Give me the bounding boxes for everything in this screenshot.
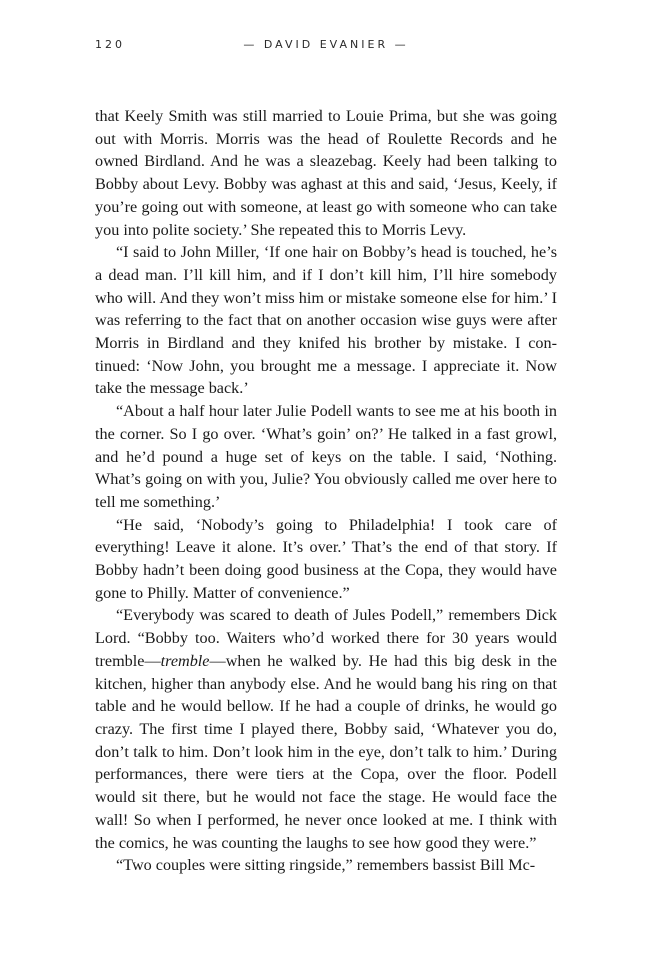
paragraph-5-part-2: —when he walked by. He had this big desk in the kitchen, higher than anybody else. And he would bang his ring on that table and he would bellow. If he had a couple of drinks, he would go crazy. The first time I played there, Bobby said, ‘Whatever you do, don’t talk to him. Don’t look him in the eye, don’t talk to him.’ During performances, there were tiers at the Copa, over the floor. Podell would sit there, but he would not face the stage. He would face the wall! So when I performed, he never once looked at me. I think with the comics, he was counting the laughs to see how good they were.” (95, 651, 557, 852)
paragraph-1: that Keely Smith was still married to Louie Prima, but she was going out with Morris. Morris was the head of Roulette Records and he owned Birdland. And he was a sleazebag. Keely had been talking to Bobby about Levy. Bobby was aghast at this and said, ‘Jesus, Keely, if you’re going out with someone, at least go with someone who can take you into polite society.’ She repeated this to Morris Levy. (95, 107, 557, 239)
running-head: — DAVID EVANIER — (243, 38, 409, 51)
paragraph-4: “He said, ‘Nobody’s going to Philadelphia! I took care of everything! Leave it alone. It’s over.’ That’s the end of that story. If Bobby hadn’t been doing good business at the Copa, they would have gone to Philly. Matter of convenience.” (95, 515, 557, 602)
paragraph-5 (95, 604, 557, 854)
page-number: 120 (95, 38, 125, 51)
paragraph-2: “I said to John Miller, ‘If one hair on Bobby’s head is touched, he’s a dead man. I’ll kill him, and if I don’t kill him, I’ll hire somebody who will. And they won’t miss him or mistake someone else for him.’ I was referring to the fact that on another occasion wise guys were after Morris in Birdland and they knifed his brother by mistake. I con-tinued: ‘Now John, you brought me a message. I appreciate it. Now take the message back.’ (95, 243, 557, 398)
paragraph-6: “Two couples were sitting ringside,” remembers bassist Bill Mc- (116, 856, 536, 875)
page-header (95, 38, 557, 58)
paragraph-3: “About a half hour later Julie Podell wants to see me at his booth in the corner. So I go over. ‘What’s goin’ on?’ He talked in a fast growl, and he’d pound a huge set of keys on the table. I said, ‘Nothing. What’s going on with you, Julie? You obviously called me over here to tell me something.’ (95, 402, 557, 511)
body-text (95, 105, 557, 877)
paragraph-5-part-1: “Everybody was scared to death of Jules Podell,” remembers Dick Lord. “Bobby too. Waiters who’d worked there for 30 years would tremble— (95, 606, 557, 670)
paragraph-5-italic: tremble (160, 651, 210, 670)
